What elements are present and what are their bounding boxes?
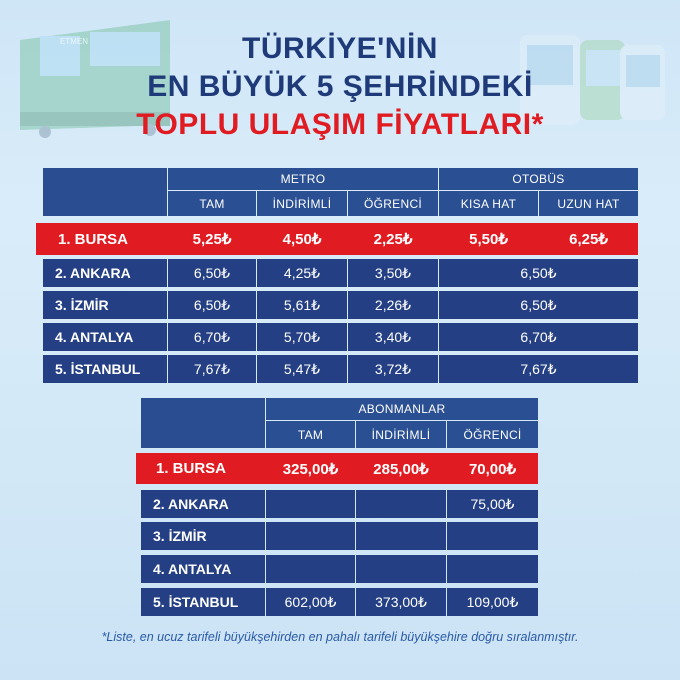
city-label: 2. ANKARA [141,490,265,518]
subscription-value: 109,00₺ [447,588,538,616]
subscription-value: 70,00₺ [468,460,517,478]
fare-value: 5,47₺ [257,355,347,383]
col-header-sub-indirimli: İNDİRİMLİ [356,421,446,448]
subscription-value [356,555,446,583]
city-label: 3. İZMİR [141,522,265,550]
fare-value: 5,70₺ [257,323,347,351]
city-label: 5. İSTANBUL [141,588,265,616]
metro-group-header: METRO [168,168,438,190]
fare-value: 4,25₺ [257,259,347,287]
fare-value: 6,50₺ [439,291,638,319]
title-line-1: TÜRKİYE'NİN [242,32,438,65]
city-label: 1. BURSA [156,460,227,477]
col-header-bus-kisa-hat: KISA HAT [439,191,538,216]
subscription-value: 75,00₺ [447,490,538,518]
fare-value: 6,50₺ [168,259,256,287]
fare-value: 3,50₺ [348,259,438,287]
fare-value: 7,67₺ [168,355,256,383]
subscription-value: 602,00₺ [266,588,355,616]
city-label: 3. İZMİR [43,291,167,319]
city-label: 2. ANKARA [43,259,167,287]
fare-value: 2,26₺ [348,291,438,319]
table1-corner-cell [43,168,167,216]
subscription-value [266,522,355,550]
subscription-value [266,555,355,583]
subscription-value [447,522,538,550]
fare-value: 5,61₺ [257,291,347,319]
fare-value: 6,70₺ [439,323,638,351]
fare-value: 5,50₺ [469,231,508,248]
title-line-3: TOPLU ULAŞIM FİYATLARI* [136,108,544,141]
fare-value: 6,50₺ [168,291,256,319]
subscription-value: 325,00₺ [282,460,339,478]
bus-sign-text: ETMEN [60,37,88,46]
subscription-value [266,490,355,518]
table2-corner-cell [141,398,265,448]
fare-value: 2,25₺ [373,231,413,248]
fare-value: 6,25₺ [569,231,608,248]
subscription-value [447,555,538,583]
subscription-value: 373,00₺ [356,588,446,616]
title-line-2: EN BÜYÜK 5 ŞEHRİNDEKİ [147,70,533,103]
abonmanlar-group-header: ABONMANLAR [266,398,538,420]
city-label: 5. İSTANBUL [43,355,167,383]
bus-group-header: OTOBÜS [439,168,638,190]
col-header-sub-ogrenci: ÖĞRENCİ [447,421,538,448]
fare-value: 7,67₺ [439,355,638,383]
city-label: 1. BURSA [58,230,129,248]
col-header-sub-tam: TAM [266,421,355,448]
fare-value: 6,50₺ [439,259,638,287]
city-label: 4. ANTALYA [141,555,265,583]
fare-value: 3,40₺ [348,323,438,351]
fare-value: 3,72₺ [348,355,438,383]
col-header-metro-tam: TAM [168,191,256,216]
fare-value: 6,70₺ [168,323,256,351]
fare-value: 4,50₺ [282,231,322,248]
col-header-metro-ogrenci: ÖĞRENCİ [348,191,438,216]
subscription-value [356,490,446,518]
col-header-bus-uzun-hat: UZUN HAT [539,191,638,216]
headline [0,30,680,144]
subscription-value [356,522,446,550]
footnote: *Liste, en ucuz tarifeli büyükşehirden en pahalı tarifeli büyükşehire doğru sıralanmıştır. [101,630,579,644]
col-header-metro-indirimli: İNDİRİMLİ [257,191,347,216]
city-label: 4. ANTALYA [43,323,167,351]
fare-value: 5,25₺ [192,231,232,248]
subscription-value: 285,00₺ [373,460,429,478]
